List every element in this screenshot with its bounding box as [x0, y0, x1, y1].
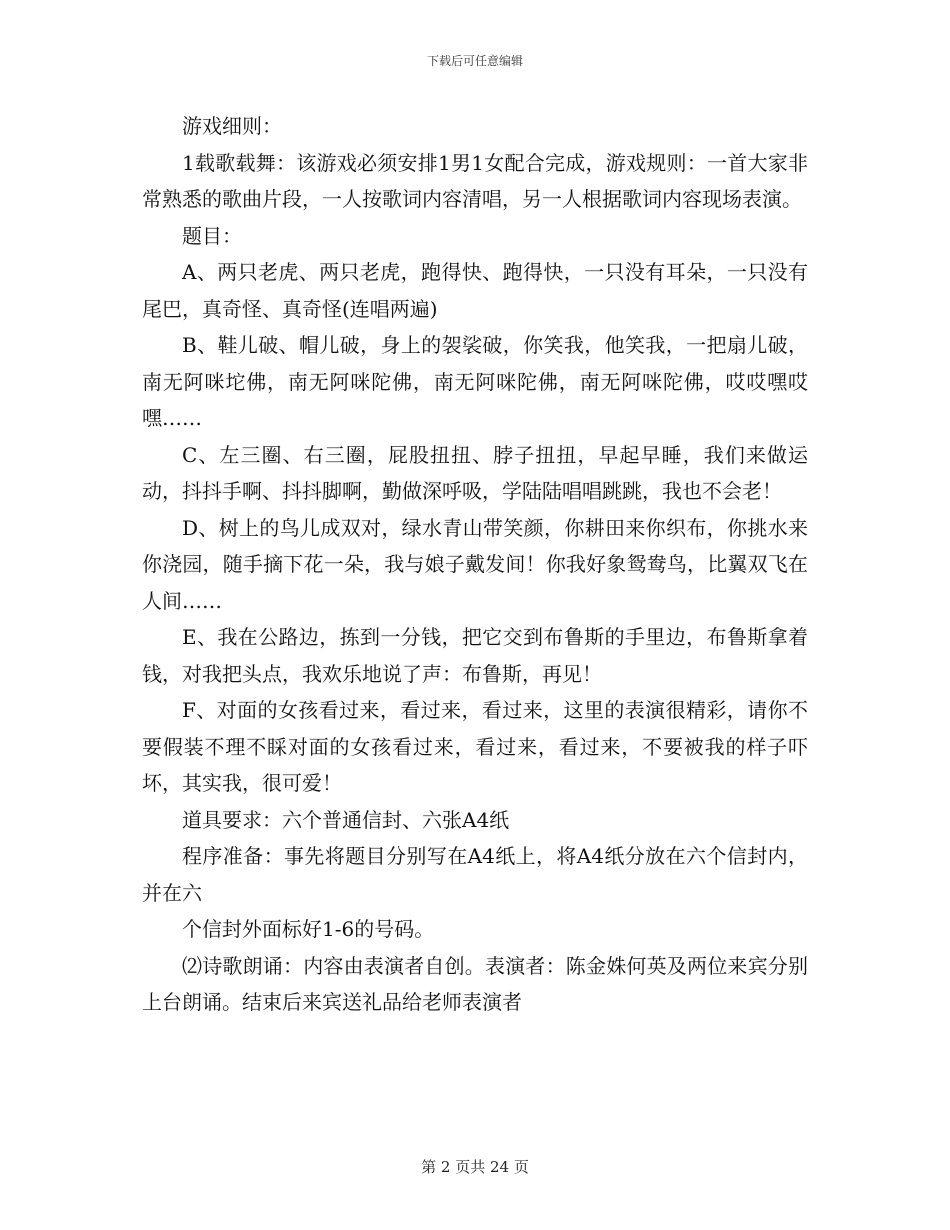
paragraph-topics-heading: 题目：: [182, 223, 242, 248]
paragraph-topic-c: C、左三圈、右三圈，屁股扭扭、脖子扭扭，早起早睡，我们来做运动，抖抖手啊、抖抖脚啊，勤做深呼吸，学陆陆唱唱跳跳，我也不会老！: [142, 442, 808, 503]
page-footer: 第 2 页共 24 页: [421, 1158, 529, 1176]
paragraph-rules-heading: 游戏细则：: [182, 114, 282, 138]
paragraph-preparation: 程序准备：事先将题目分别写在A4纸上，将A4纸分放在六个信封内，并在六: [142, 844, 808, 905]
document-body: [142, 108, 808, 1021]
paragraph-poetry: ⑵诗歌朗诵：内容由表演者自创。表演者：陈金姝何英及两位来宾分别上台朗诵。结束后来宾送礼品给老师表演者: [142, 953, 808, 1014]
paragraph-preparation-cont: 个信封外面标好1-6的号码。: [182, 917, 435, 941]
paragraph-props: 道具要求：六个普通信封、六张A4纸: [182, 807, 510, 832]
paragraph-game-1: 1载歌载舞：该游戏必须安排1男1女配合完成，游戏规则：一首大家非常熟悉的歌曲片段，一人按歌词内容清唱，另一人根据歌词内容现场表演。: [142, 150, 808, 211]
paragraph-topic-d: D、树上的鸟儿成双对，绿水青山带笑颜，你耕田来你织布，你挑水来你浇园，随手摘下花一朵，我与娘子戴发间！你我好象鸳鸯鸟，比翼双飞在人间……: [142, 515, 808, 613]
paragraph-topic-a: A、两只老虎、两只老虎，跑得快、跑得快，一只没有耳朵，一只没有尾巴，真奇怪、真奇怪(连唱两遍): [142, 260, 808, 321]
paragraph-topic-b: B、鞋儿破、帽儿破，身上的袈裟破，你笑我，他笑我，一把扇儿破，南无阿咪坨佛，南无阿咪陀佛，南无阿咪陀佛，南无阿咪陀佛，哎哎嘿哎嘿……: [142, 333, 808, 430]
paragraph-topic-e: E、我在公路边，拣到一分钱，把它交到布鲁斯的手里边，布鲁斯拿着钱，对我把头点，我欢乐地说了声：布鲁斯，再见！: [142, 625, 808, 686]
page-header: 下载后可任意编辑: [426, 54, 523, 68]
paragraph-topic-f: F、对面的女孩看过来，看过来，看过来，这里的表演很精彩，请你不要假装不理不睬对面的女孩看过来，看过来，看过来，不要被我的样子吓坏，其实我，很可爱！: [142, 698, 808, 795]
